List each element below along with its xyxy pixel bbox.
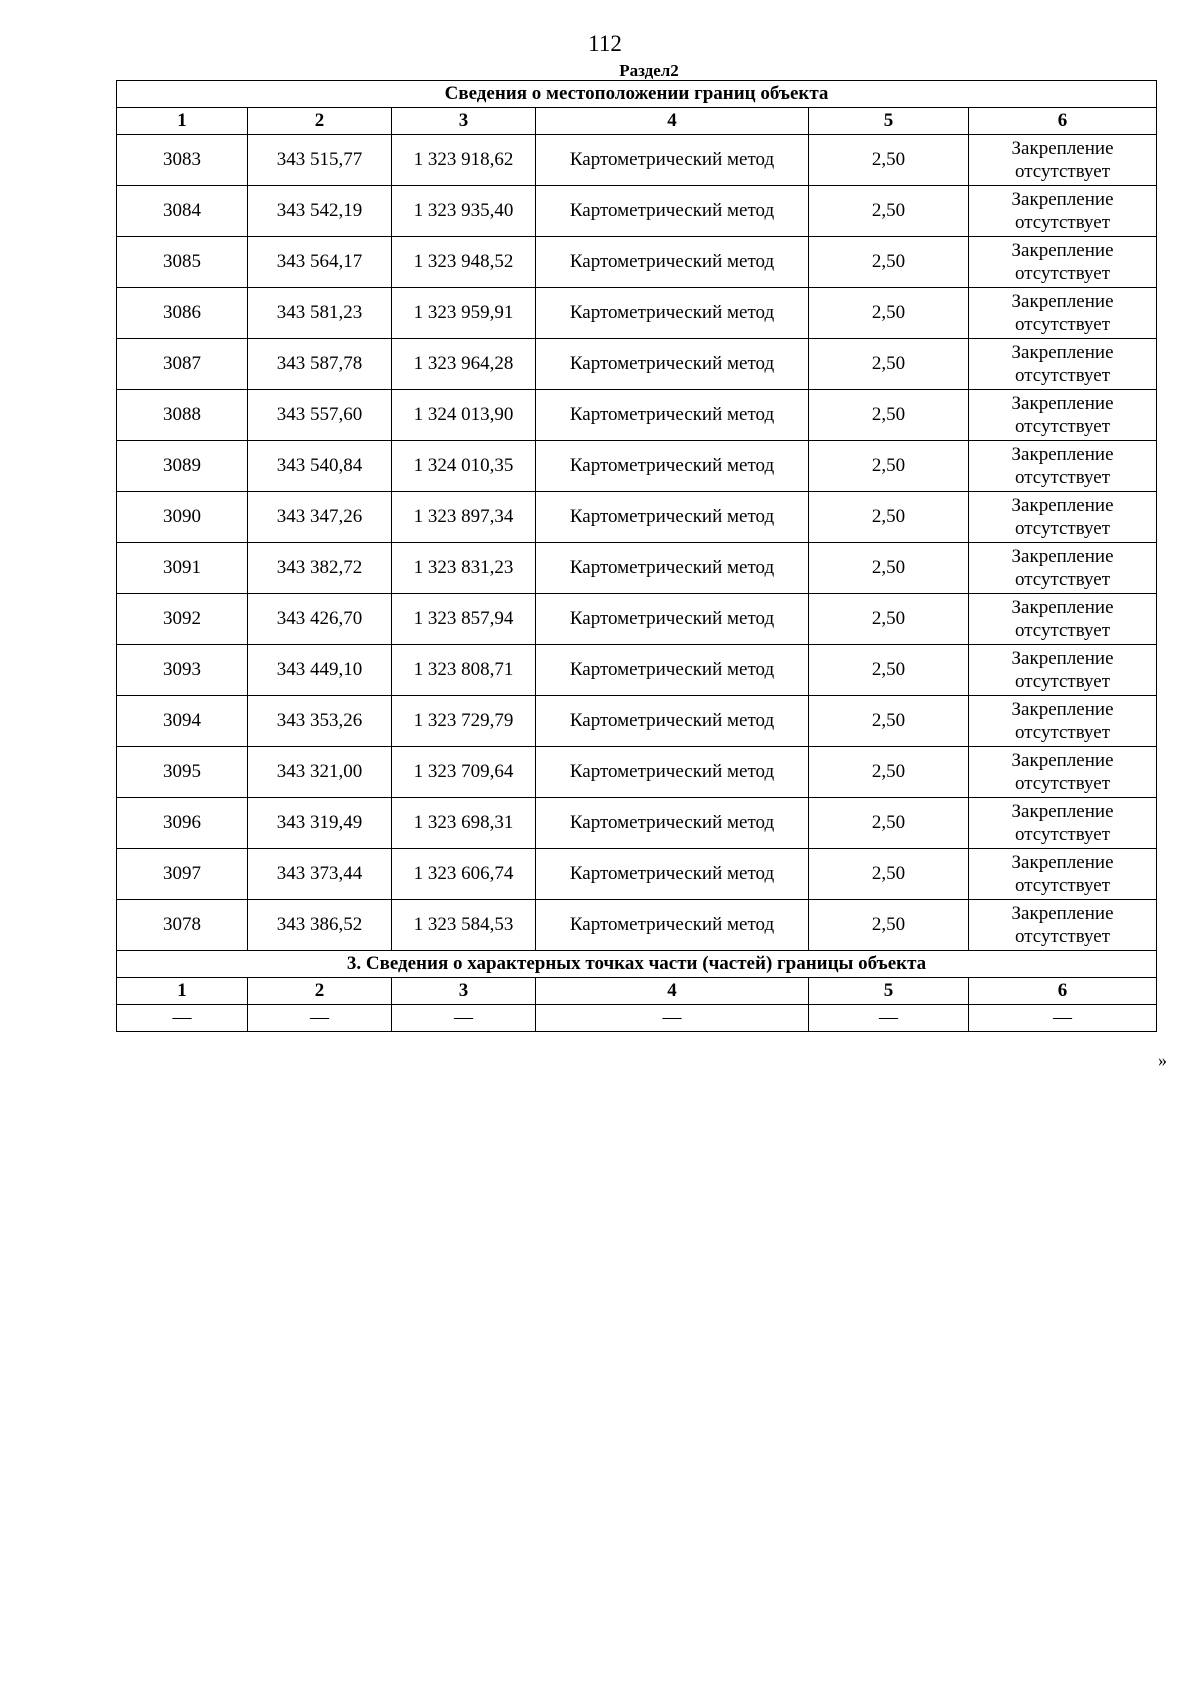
section3-header-row [117, 978, 1157, 1005]
column-header: 3 [392, 108, 536, 135]
fixation-line: отсутствует [1014, 263, 1111, 284]
fixation-line: отсутствует [1014, 161, 1111, 182]
x-coordinate-cell: 343 426,70 [248, 594, 392, 645]
fixation-line: Закрепление [1011, 648, 1114, 669]
method-cell: Картометрический метод [536, 390, 809, 441]
fixation-line: отсутствует [1014, 314, 1111, 335]
dash-cell: — [809, 1005, 969, 1032]
point-number-cell: 3089 [117, 441, 248, 492]
column-header: 6 [969, 108, 1157, 135]
table-row [117, 288, 1157, 339]
fixation-line: отсутствует [1014, 620, 1111, 641]
accuracy-cell: 2,50 [809, 186, 969, 237]
table-row [117, 390, 1157, 441]
y-coordinate-cell: 1 323 808,71 [392, 645, 536, 696]
table-row [117, 441, 1157, 492]
fixation-cell [969, 288, 1157, 339]
table-row [117, 186, 1157, 237]
method-cell: Картометрический метод [536, 900, 809, 951]
fixation-line: Закрепление [1011, 189, 1114, 210]
fixation-line: Закрепление [1011, 699, 1114, 720]
point-number-cell: 3083 [117, 135, 248, 186]
point-number-cell: 3084 [117, 186, 248, 237]
y-coordinate-cell: 1 323 709,64 [392, 747, 536, 798]
fixation-line: Закрепление [1011, 291, 1114, 312]
column-header: 2 [248, 978, 392, 1005]
table-row [117, 237, 1157, 288]
y-coordinate-cell: 1 323 831,23 [392, 543, 536, 594]
page-number: 112 [588, 31, 622, 56]
y-coordinate-cell: 1 323 729,79 [392, 696, 536, 747]
fixation-line: отсутствует [1014, 416, 1111, 437]
x-coordinate-cell: 343 587,78 [248, 339, 392, 390]
fixation-line: отсутствует [1014, 671, 1111, 692]
point-number-cell: 3078 [117, 900, 248, 951]
table-row [117, 492, 1157, 543]
fixation-line: Закрепление [1011, 801, 1114, 822]
y-coordinate-cell: 1 323 959,91 [392, 288, 536, 339]
fixation-line: отсутствует [1014, 824, 1111, 845]
fixation-line: отсутствует [1014, 875, 1111, 896]
x-coordinate-cell: 343 319,49 [248, 798, 392, 849]
method-cell: Картометрический метод [536, 186, 809, 237]
column-header: 1 [117, 978, 248, 1005]
point-number-cell: 3086 [117, 288, 248, 339]
x-coordinate-cell: 343 540,84 [248, 441, 392, 492]
boundary-table [116, 80, 1157, 1032]
accuracy-cell: 2,50 [809, 900, 969, 951]
accuracy-cell: 2,50 [809, 441, 969, 492]
table-row [117, 645, 1157, 696]
column-header: 1 [117, 108, 248, 135]
fixation-cell [969, 696, 1157, 747]
dash-cell: — [392, 1005, 536, 1032]
column-header: 5 [809, 108, 969, 135]
accuracy-cell: 2,50 [809, 135, 969, 186]
accuracy-cell: 2,50 [809, 339, 969, 390]
method-cell: Картометрический метод [536, 288, 809, 339]
y-coordinate-cell: 1 323 584,53 [392, 900, 536, 951]
fixation-line: отсутствует [1014, 773, 1111, 794]
y-coordinate-cell: 1 323 948,52 [392, 237, 536, 288]
x-coordinate-cell: 343 353,26 [248, 696, 392, 747]
fixation-line: Закрепление [1011, 852, 1114, 873]
table-row [117, 798, 1157, 849]
fixation-cell [969, 390, 1157, 441]
method-cell: Картометрический метод [536, 645, 809, 696]
accuracy-cell: 2,50 [809, 594, 969, 645]
fixation-cell [969, 900, 1157, 951]
fixation-line: Закрепление [1011, 393, 1114, 414]
fixation-cell [969, 798, 1157, 849]
method-cell: Картометрический метод [536, 492, 809, 543]
x-coordinate-cell: 343 542,19 [248, 186, 392, 237]
table-row [117, 696, 1157, 747]
dash-cell: — [248, 1005, 392, 1032]
fixation-cell [969, 186, 1157, 237]
accuracy-cell: 2,50 [809, 747, 969, 798]
accuracy-cell: 2,50 [809, 645, 969, 696]
y-coordinate-cell: 1 323 897,34 [392, 492, 536, 543]
column-header: 6 [969, 978, 1157, 1005]
accuracy-cell: 2,50 [809, 798, 969, 849]
y-coordinate-cell: 1 324 010,35 [392, 441, 536, 492]
method-cell: Картометрический метод [536, 747, 809, 798]
fixation-line: отсутствует [1014, 926, 1111, 947]
point-number-cell: 3095 [117, 747, 248, 798]
x-coordinate-cell: 343 564,17 [248, 237, 392, 288]
fixation-line: Закрепление [1011, 903, 1114, 924]
point-number-cell: 3088 [117, 390, 248, 441]
table-row [117, 594, 1157, 645]
fixation-cell [969, 237, 1157, 288]
fixation-line: Закрепление [1011, 138, 1114, 159]
method-cell: Картометрический метод [536, 441, 809, 492]
method-cell: Картометрический метод [536, 543, 809, 594]
x-coordinate-cell: 343 382,72 [248, 543, 392, 594]
point-number-cell: 3090 [117, 492, 248, 543]
fixation-line: Закрепление [1011, 750, 1114, 771]
accuracy-cell: 2,50 [809, 237, 969, 288]
fixation-line: отсутствует [1014, 569, 1111, 590]
fixation-line: отсутствует [1014, 518, 1111, 539]
fixation-line: Закрепление [1011, 444, 1114, 465]
section3-title: 3. Сведения о характерных точках части (частей) границы объекта [117, 951, 1157, 978]
table-row [117, 900, 1157, 951]
point-number-cell: 3091 [117, 543, 248, 594]
y-coordinate-cell: 1 323 918,62 [392, 135, 536, 186]
x-coordinate-cell: 343 557,60 [248, 390, 392, 441]
table-row [117, 849, 1157, 900]
accuracy-cell: 2,50 [809, 288, 969, 339]
fixation-line: Закрепление [1011, 240, 1114, 261]
fixation-line: отсутствует [1014, 467, 1111, 488]
closing-quote: » [1158, 1050, 1167, 1070]
fixation-line: отсутствует [1014, 212, 1111, 233]
y-coordinate-cell: 1 323 698,31 [392, 798, 536, 849]
method-cell: Картометрический метод [536, 237, 809, 288]
x-coordinate-cell: 343 581,23 [248, 288, 392, 339]
table-row [117, 339, 1157, 390]
y-coordinate-cell: 1 323 935,40 [392, 186, 536, 237]
y-coordinate-cell: 1 323 857,94 [392, 594, 536, 645]
dash-cell: — [117, 1005, 248, 1032]
dash-cell: — [969, 1005, 1157, 1032]
fixation-line: отсутствует [1014, 722, 1111, 743]
point-number-cell: 3093 [117, 645, 248, 696]
method-cell: Картометрический метод [536, 798, 809, 849]
point-number-cell: 3087 [117, 339, 248, 390]
table-row [117, 747, 1157, 798]
method-cell: Картометрический метод [536, 696, 809, 747]
accuracy-cell: 2,50 [809, 696, 969, 747]
x-coordinate-cell: 343 449,10 [248, 645, 392, 696]
column-header-row [117, 108, 1157, 135]
x-coordinate-cell: 343 515,77 [248, 135, 392, 186]
table-title: Сведения о местоположении границ объекта [117, 81, 1157, 108]
accuracy-cell: 2,50 [809, 492, 969, 543]
fixation-cell [969, 441, 1157, 492]
column-header: 4 [536, 978, 809, 1005]
column-header: 4 [536, 108, 809, 135]
method-cell: Картометрический метод [536, 849, 809, 900]
point-number-cell: 3096 [117, 798, 248, 849]
y-coordinate-cell: 1 323 606,74 [392, 849, 536, 900]
fixation-cell [969, 849, 1157, 900]
point-number-cell: 3094 [117, 696, 248, 747]
fixation-line: отсутствует [1014, 365, 1111, 386]
section-label: Раздел2 [619, 61, 679, 80]
accuracy-cell: 2,50 [809, 849, 969, 900]
fixation-cell [969, 645, 1157, 696]
x-coordinate-cell: 343 373,44 [248, 849, 392, 900]
fixation-line: Закрепление [1011, 546, 1114, 567]
column-header: 2 [248, 108, 392, 135]
accuracy-cell: 2,50 [809, 390, 969, 441]
fixation-line: Закрепление [1011, 495, 1114, 516]
method-cell: Картометрический метод [536, 594, 809, 645]
fixation-cell [969, 747, 1157, 798]
x-coordinate-cell: 343 386,52 [248, 900, 392, 951]
fixation-cell [969, 135, 1157, 186]
fixation-line: Закрепление [1011, 342, 1114, 363]
column-header: 5 [809, 978, 969, 1005]
y-coordinate-cell: 1 323 964,28 [392, 339, 536, 390]
fixation-cell [969, 339, 1157, 390]
point-number-cell: 3085 [117, 237, 248, 288]
fixation-line: Закрепление [1011, 597, 1114, 618]
section3-empty-row [117, 1005, 1157, 1032]
fixation-cell [969, 543, 1157, 594]
x-coordinate-cell: 343 347,26 [248, 492, 392, 543]
point-number-cell: 3097 [117, 849, 248, 900]
table-row [117, 543, 1157, 594]
fixation-cell [969, 594, 1157, 645]
column-header: 3 [392, 978, 536, 1005]
fixation-cell [969, 492, 1157, 543]
method-cell: Картометрический метод [536, 135, 809, 186]
y-coordinate-cell: 1 324 013,90 [392, 390, 536, 441]
table-row [117, 135, 1157, 186]
method-cell: Картометрический метод [536, 339, 809, 390]
point-number-cell: 3092 [117, 594, 248, 645]
dash-cell: — [536, 1005, 809, 1032]
accuracy-cell: 2,50 [809, 543, 969, 594]
x-coordinate-cell: 343 321,00 [248, 747, 392, 798]
